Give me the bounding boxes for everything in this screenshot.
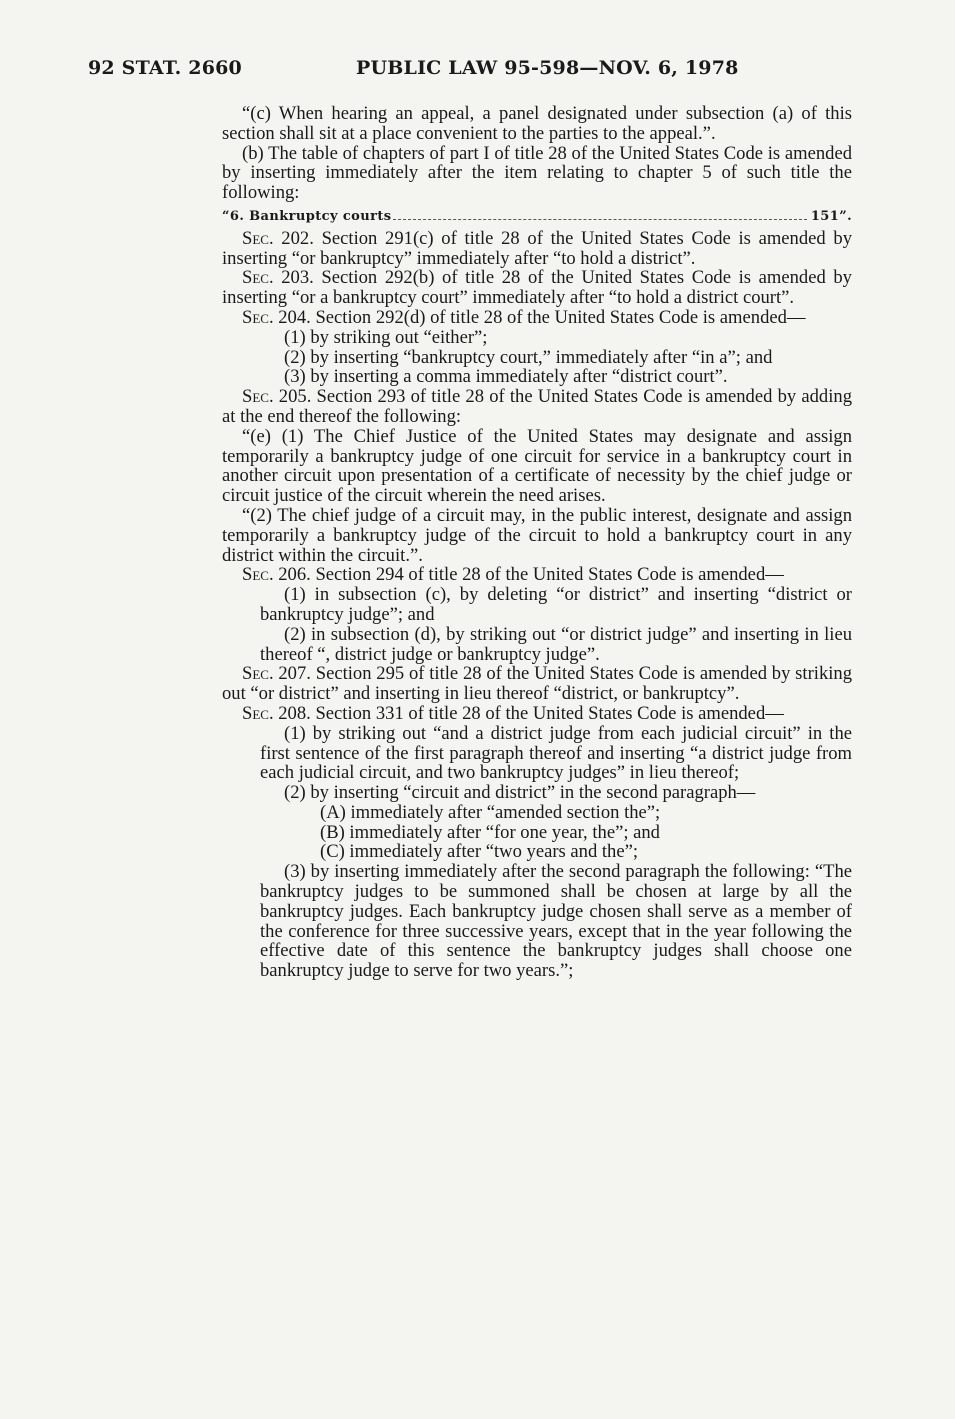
section-204-text: Section 292(d) of title 28 of the United States Code is amended— xyxy=(315,306,806,328)
section-206-label: Sec. 206. xyxy=(242,564,311,586)
section-204 xyxy=(222,308,852,328)
toc-entry-label: “6. Bankruptcy courts xyxy=(222,208,392,224)
section-206-item-2: (2) in subsection (d), by striking out “or district judge” and inserting in lieu thereof “, district judge or bankruptcy judge”. xyxy=(260,623,852,665)
section-208-item-3: (3) by inserting immediately after the second paragraph the following: “The bankruptcy judges to be summoned shall be chosen at large by all the bankruptcy judges. Each bankruptcy judge chosen shall serve as a member of the conference for three successive years, except that in the year following the effective date of this sentence the bankruptcy judges shall choose one bankruptcy judge to serve for two years.”; xyxy=(260,861,852,982)
section-205-label: Sec. 205. xyxy=(242,386,312,408)
section-207-text: Section 295 of title 28 of the United States Code is amended by striking out “or district” and inserting in lieu thereof “district, or bankruptcy”. xyxy=(222,663,852,705)
subsection-b-paragraph: (b) The table of chapters of part I of title 28 of the United States Code is amended by inserting immediately after the item relating to chapter 5 of such title the following: xyxy=(222,142,852,204)
section-202 xyxy=(222,229,852,269)
section-206-text: Section 294 of title 28 of the United States Code is amended— xyxy=(315,564,784,586)
section-205 xyxy=(222,387,852,427)
section-208-item-2A: (A) immediately after “amended section the”; xyxy=(320,801,661,823)
section-205-subsection-e-1: “(e) (1) The Chief Justice of the United States may designate and assign temporarily a bankruptcy judge of one circuit for service in a bankruptcy court in another circuit upon presentation of a certificate of necessity by the chief judge or circuit justice of the circuit wherein the need arises. xyxy=(222,425,852,507)
section-208 xyxy=(222,704,852,724)
public-law-title: PUBLIC LAW 95-598—NOV. 6, 1978 xyxy=(356,57,739,79)
section-204-item-2: (2) by inserting “bankruptcy court,” immediately after “in a”; and xyxy=(284,346,773,368)
section-208-item-2C: (C) immediately after “two years and the”; xyxy=(320,841,639,863)
law-text-body xyxy=(222,104,852,981)
section-208-label: Sec. 208. xyxy=(242,702,311,724)
section-208-item-1: (1) by striking out “and a district judge from each judicial circuit” in the first sentence of the first paragraph thereof and inserting “a district judge from each judicial circuit, and two bankruptcy judges” in lieu thereof; xyxy=(260,722,852,784)
section-207-label: Sec. 207. xyxy=(242,663,311,685)
table-of-chapters-entry xyxy=(222,207,852,227)
section-204-item-1: (1) by striking out “either”; xyxy=(284,326,488,348)
section-207 xyxy=(222,664,852,704)
statute-page-number: 92 STAT. 2660 xyxy=(88,57,242,79)
toc-leader-dots xyxy=(393,219,806,220)
section-204-item-3: (3) by inserting a comma immediately after “district court”. xyxy=(284,366,728,388)
section-202-text: Section 291(c) of title 28 of the United States Code is amended by inserting “or bankruptcy” immediately after “to hold a district”. xyxy=(222,227,852,269)
page-header xyxy=(0,57,955,89)
section-203-text: Section 292(b) of title 28 of the United States Code is amended by inserting “or a bankruptcy court” immediately after “to hold a district court”. xyxy=(222,267,852,309)
section-204-label: Sec. 204. xyxy=(242,306,311,328)
section-208-text: Section 331 of title 28 of the United States Code is amended— xyxy=(315,702,784,724)
section-205-subsection-e-2: “(2) The chief judge of a circuit may, in the public interest, designate and assign temporarily a bankruptcy judge of the circuit to hold a bankruptcy court in any district within the circuit.”. xyxy=(222,504,852,566)
section-205-text: Section 293 of title 28 of the United States Code is amended by adding at the end thereof the following: xyxy=(222,386,852,427)
section-203 xyxy=(222,268,852,308)
section-206 xyxy=(222,565,852,585)
section-208-item-2B: (B) immediately after “for one year, the”; and xyxy=(320,821,660,843)
subsection-c-paragraph: “(c) When hearing an appeal, a panel designated under subsection (a) of this section shall sit at a place convenient to the parties to the appeal.”. xyxy=(222,103,852,144)
section-208-item-2: (2) by inserting “circuit and district” in the second paragraph— xyxy=(284,782,756,804)
section-206-item-1: (1) in subsection (c), by deleting “or district” and inserting “district or bankruptcy judge”; and xyxy=(260,584,852,625)
toc-entry-page: 151”. xyxy=(810,208,852,224)
section-202-label: Sec. 202. xyxy=(242,227,314,249)
section-203-label: Sec. 203. xyxy=(242,267,314,289)
